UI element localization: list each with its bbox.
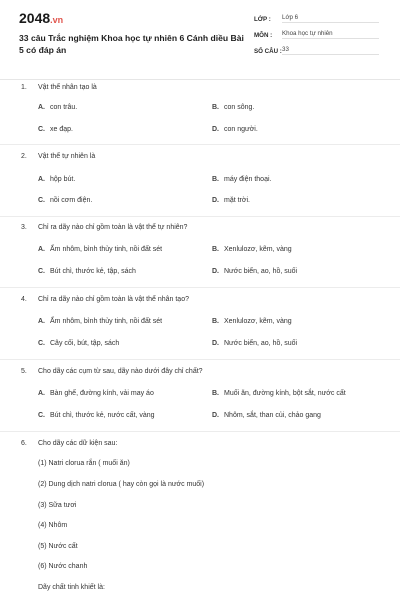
option-1c[interactable]: C. xe đạp. xyxy=(38,126,73,133)
list-item: (2) Dung dịch natri clorua ( hay còn gọi là nước muối) xyxy=(38,481,205,488)
question-4: 4. Chỉ ra dãy nào chỉ gồm toàn là vật thể nhân tạo? xyxy=(21,296,189,303)
list-item: (4) Nhôm xyxy=(38,522,68,529)
option-4c[interactable]: C. Cây cối, bút, tập, sách xyxy=(38,340,120,347)
meta-class: LỚP : Lớp 6 xyxy=(254,12,379,23)
option-5a[interactable]: A. Bàn ghế, đường kính, vải may áo xyxy=(38,390,154,397)
option-4d[interactable]: D. Nước biển, ao, hồ, suối xyxy=(212,340,298,347)
list-item: (5) Nước cất xyxy=(38,543,78,550)
question-3: 3. Chỉ ra dãy nào chỉ gồm toàn là vật thể tự nhiên? xyxy=(21,224,188,231)
site-logo[interactable]: 2048.vn xyxy=(19,10,64,26)
question-divider xyxy=(0,144,400,145)
option-2a[interactable]: A. hộp bút. xyxy=(38,176,76,183)
option-1a[interactable]: A. con trâu. xyxy=(38,104,78,111)
option-5c[interactable]: C. Bút chì, thước kẻ, nước cất, vàng xyxy=(38,412,155,419)
question-divider xyxy=(0,216,400,217)
question-2: 2. Vật thể tự nhiên là xyxy=(21,153,96,160)
option-3d[interactable]: D. Nước biển, ao, hồ, suối xyxy=(212,268,298,275)
option-2c[interactable]: C. nồi cơm điện. xyxy=(38,197,93,204)
option-2b[interactable]: B. máy điện thoại. xyxy=(212,176,272,183)
option-5d[interactable]: D. Nhôm, sắt, than củi, chảo gang xyxy=(212,412,321,419)
list-item: (6) Nước chanh xyxy=(38,563,88,570)
option-2d[interactable]: D. mặt trời. xyxy=(212,197,250,204)
question-prompt: Dãy chất tinh khiết là: xyxy=(38,584,105,591)
document-meta xyxy=(254,12,379,60)
document-title: 33 câu Trắc nghiệm Khoa học tự nhiên 6 Cánh diều Bài 5 có đáp án xyxy=(19,33,244,55)
option-4a[interactable]: A. Ấm nhôm, bình thủy tinh, nồi đất sét xyxy=(38,318,163,325)
meta-subject: MÔN : Khoa học tự nhiên xyxy=(254,28,379,39)
option-3a[interactable]: A. Ấm nhôm, bình thủy tinh, nồi đất sét xyxy=(38,246,163,253)
question-divider xyxy=(0,359,400,360)
question-5: 5. Cho dãy các cụm từ sau, dãy nào dưới đây chỉ chất? xyxy=(21,368,203,375)
question-divider xyxy=(0,431,400,432)
document-header xyxy=(0,0,400,80)
question-divider xyxy=(0,287,400,288)
option-5b[interactable]: B. Muối ăn, đường kính, bột sắt, nước cất xyxy=(212,390,346,397)
option-1b[interactable]: B. con sông. xyxy=(212,104,255,111)
meta-question-count: SỐ CÂU : 33 xyxy=(254,44,379,55)
option-3b[interactable]: B. Xenlulozơ, kẽm, vàng xyxy=(212,246,292,253)
question-6: 6. Cho dãy các dữ kiện sau: xyxy=(21,440,118,447)
list-item: (3) Sữa tươi xyxy=(38,502,77,509)
option-1d[interactable]: D. con người. xyxy=(212,126,258,133)
option-3c[interactable]: C. Bút chì, thước kẻ, tập, sách xyxy=(38,268,136,275)
header-divider xyxy=(0,79,400,80)
question-1: 1. Vật thể nhân tạo là xyxy=(21,84,97,91)
option-4b[interactable]: B. Xenlulozơ, kẽm, vàng xyxy=(212,318,292,325)
list-item: (1) Natri clorua rắn ( muối ăn) xyxy=(38,460,130,467)
